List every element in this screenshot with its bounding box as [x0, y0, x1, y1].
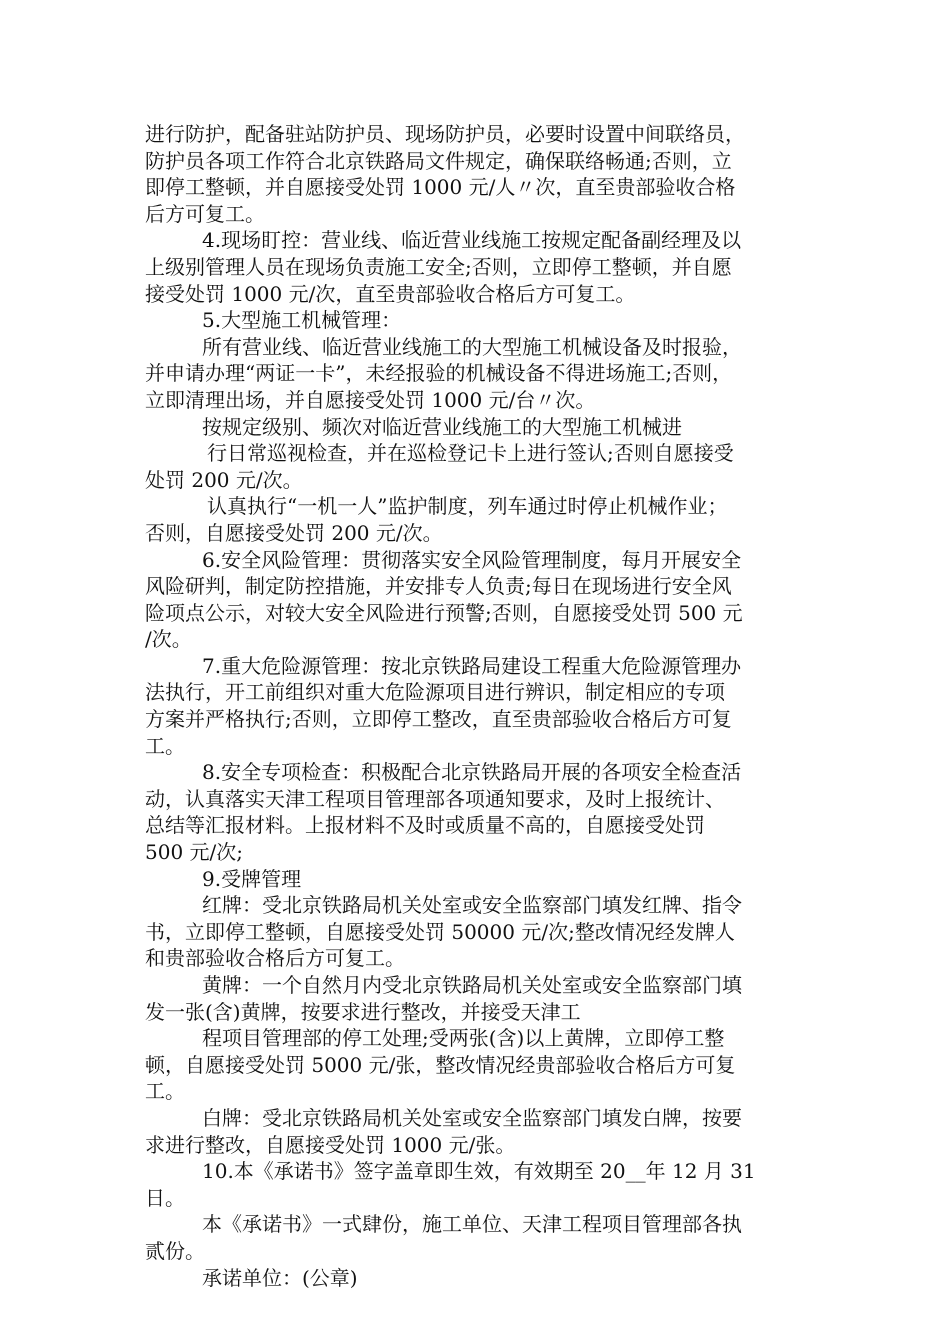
text-line: 即停工整顿，并自愿接受处罚 1000 元/人〃次，直至贵部验收合格 [145, 175, 736, 200]
text-line: 处罚 200 元/次。 [145, 467, 303, 492]
text-line: 并申请办理“两证一卡”，未经报验的机械设备不得进场施工;否则， [145, 361, 733, 386]
section-heading-7: 7.重大危险源管理：按北京铁路局建设工程重大危险源管理办 [202, 653, 742, 678]
text-line: 所有营业线、临近营业线施工的大型施工机械设备及时报验， [202, 334, 742, 359]
text-line: 防护员各项工作符合北京铁路局文件规定，确保联络畅通;否则，立 [145, 148, 732, 173]
document-body [145, 121, 815, 1291]
text-line: 动，认真落实天津工程项目管理部各项通知要求，及时上报统计、 [145, 786, 725, 811]
section-heading-10: 10.本《承诺书》签字盖章即生效，有效期至 20__年 12 月 31 [202, 1159, 756, 1184]
text-line: 行日常巡视检查，并在巡检登记卡上进行签认;否则自愿接受 [207, 441, 734, 466]
text-line: 程项目管理部的停工处理;受两张(含)以上黄牌，立即停工整 [202, 1026, 725, 1051]
text-line: 上级别管理人员在现场负责施工安全;否则，立即停工整顿，并自愿 [145, 254, 732, 279]
section-heading-4: 4.现场盯控：营业线、临近营业线施工按规定配备副经理及以 [202, 228, 742, 253]
section-heading-8: 8.安全专项检查：积极配合北京铁路局开展的各项安全检查活 [202, 760, 742, 785]
text-line: 总结等汇报材料。上报材料不及时或质量不高的，自愿接受处罚 [145, 813, 705, 838]
text-line: 按规定级别、频次对临近营业线施工的大型施工机械进 [202, 414, 682, 439]
signature-line: 承诺单位：(公章) [202, 1265, 358, 1290]
text-line: 风险研判，制定防控措施，并安排专人负责;每日在现场进行安全风 [145, 574, 732, 599]
section-heading-6: 6.安全风险管理：贯彻落实安全风险管理制度，每月开展安全 [202, 547, 742, 572]
section-heading-9: 9.受牌管理 [202, 866, 302, 891]
text-line: 黄牌：一个自然月内受北京铁路局机关处室或安全监察部门填 [202, 973, 742, 997]
text-line: 求进行整改，自愿接受处罚 1000 元/张。 [145, 1132, 516, 1157]
text-line: 本《承诺书》一式肆份，施工单位、天津工程项目管理部各执 [202, 1212, 742, 1237]
text-line: 否则，自愿接受处罚 200 元/次。 [145, 520, 443, 545]
text-line: 日。 [145, 1185, 185, 1210]
text-line: 立即清理出场，并自愿接受处罚 1000 元/台〃次。 [145, 387, 596, 412]
text-line: 白牌：受北京铁路局机关处室或安全监察部门填发白牌，按要 [202, 1105, 742, 1130]
section-heading-5: 5.大型施工机械管理： [202, 308, 402, 333]
text-line: 险项点公示，对较大安全风险进行预警;否则，自愿接受处罚 500 元 [145, 600, 743, 625]
text-line: 红牌：受北京铁路局机关处室或安全监察部门填发红牌、指令 [202, 893, 742, 918]
text-line: 方案并严格执行;否则，立即停工整改，直至贵部验收合格后方可复 [145, 707, 732, 732]
text-line: 进行防护，配备驻站防护员、现场防护员，必要时设置中间联络员， [145, 122, 745, 146]
text-line: 接受处罚 1000 元/次，直至贵部验收合格后方可复工。 [145, 281, 636, 306]
text-line: 后方可复工。 [145, 201, 265, 226]
text-line: 书，立即停工整顿，自愿接受处罚 50000 元/次;整改情况经发牌人 [145, 919, 735, 944]
text-line: 工。 [145, 1079, 185, 1104]
text-line: 和贵部验收合格后方可复工。 [145, 946, 405, 971]
text-line: 顿，自愿接受处罚 5000 元/张，整改情况经贵部验收合格后方可复 [145, 1052, 736, 1077]
text-line: 500 元/次; [145, 840, 244, 865]
text-line: 法执行，开工前组织对重大危险源项目进行辨识，制定相应的专项 [145, 680, 725, 705]
text-line: 发一张(含)黄牌，按要求进行整改，并接受天津工 [145, 999, 581, 1024]
text-line: 工。 [145, 733, 185, 758]
text-line: 认真执行“一机一人”监护制度，列车通过时停止机械作业； [207, 494, 728, 519]
text-line: /次。 [145, 627, 192, 652]
text-line: 贰份。 [145, 1238, 205, 1263]
